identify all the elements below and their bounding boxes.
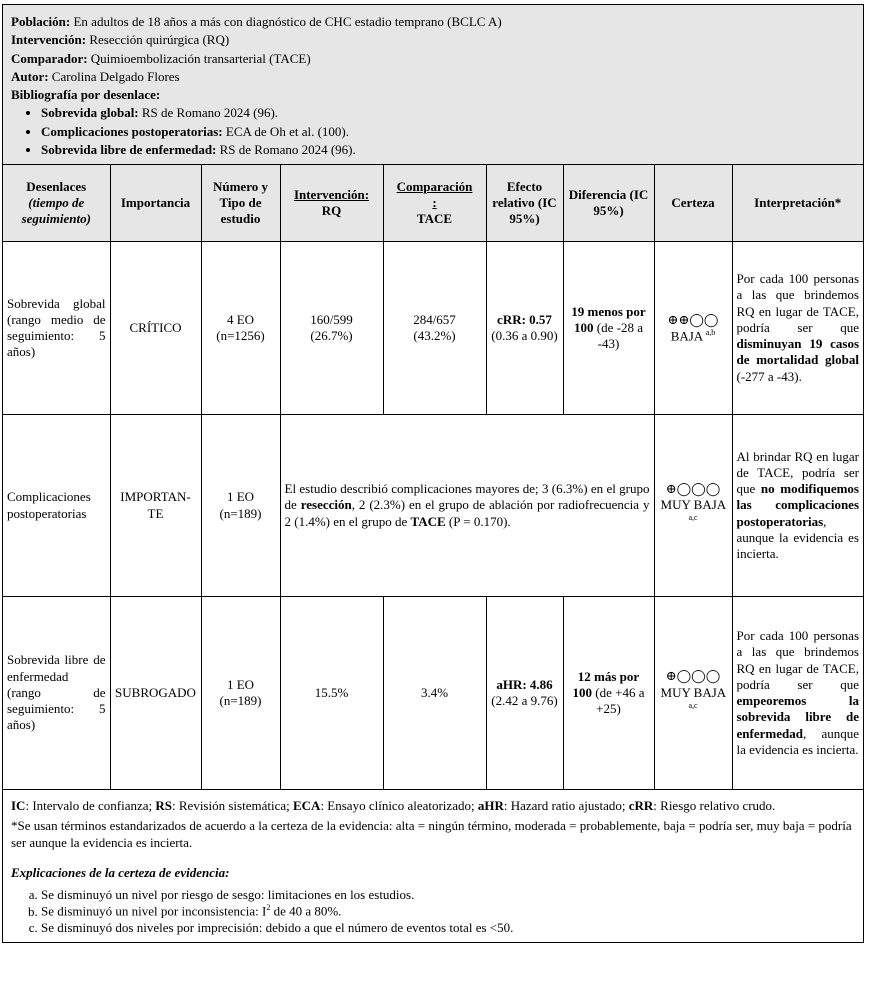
cell-numero <box>201 415 280 597</box>
merged-bold-1: resección <box>300 497 352 513</box>
intervencion-b: (26.7%) <box>310 328 353 343</box>
interp-bold: disminuyan 19 casos de mortalidad global <box>736 336 859 368</box>
certeza-symbols-icon: ⊕◯◯◯ <box>665 668 721 684</box>
poblacion-value: En adultos de 18 años a más con diagnóstico de CHC estadio temprano (BCLC A) <box>73 14 502 29</box>
explanation-item <box>41 903 855 920</box>
numero-a: 1 EO <box>226 489 255 505</box>
cell-efecto <box>486 242 563 415</box>
diferencia-ci: (de -28 a -43) <box>596 319 643 352</box>
cell-intervencion <box>280 242 383 415</box>
bibliografia-label: Bibliografía por desenlace: <box>11 87 161 102</box>
col-comparacion-label: Comparación <box>396 178 473 194</box>
intervencion-a: 160/599 <box>310 311 353 327</box>
col-comparacion-colon: : <box>432 194 437 210</box>
bib-item <box>41 124 855 140</box>
poblacion-line <box>11 14 855 30</box>
cell-diferencia <box>563 242 654 415</box>
interp-post: , aunque la evidencia es incierta. <box>736 513 859 562</box>
bib-item <box>41 142 855 158</box>
col-numero: Número y Tipo de estudio <box>201 165 280 242</box>
interp-post: , aunque la evidencia es incierta. <box>736 725 859 757</box>
col-desenlaces-sub: (tiempo de seguimiento) <box>21 194 91 227</box>
col-importancia: Importancia <box>110 165 201 242</box>
cell-importancia: CRÍTICO <box>110 242 201 415</box>
cell-diferencia <box>563 597 654 790</box>
cell-desenlace: Sobrevida libre de enfermedad (rango de seguimiento: 5 años) <box>3 597 110 790</box>
bib-label: Sobrevida libre de enfermedad: <box>41 141 217 157</box>
certeza-sup: a,c <box>688 700 698 710</box>
explanation-item: a. Se disminuyó un nivel por riesgo de sesgo: limitaciones en los estudios. <box>41 887 855 903</box>
diferencia-value: 19 menos por 100 <box>571 303 646 335</box>
interp-post: (-277 a -43). <box>736 368 802 384</box>
intervencion-label: Intervención: <box>11 32 87 48</box>
cell-interpretacion <box>732 242 863 415</box>
bib-label: Sobrevida global: <box>41 105 139 121</box>
cell-desenlace: Sobrevida global (rango medio de seguimiento: 5 años) <box>3 242 110 415</box>
cell-numero <box>201 597 280 790</box>
expl-b-pre: Se disminuyó un nivel por inconsistencia: I <box>41 903 267 919</box>
pico-header <box>3 5 863 165</box>
bib-label: Complicaciones postoperatorias: <box>41 123 223 139</box>
col-comparacion-sub: TACE <box>416 211 453 227</box>
certeza-symbols-icon: ⊕◯◯◯ <box>665 480 721 496</box>
col-comparacion <box>383 165 486 242</box>
bib-value: RS de Romano 2024 (96). <box>141 105 279 121</box>
efecto-ci: (0.36 a 0.90) <box>491 328 558 343</box>
cell-importancia: IMPORTAN-TE <box>110 415 201 597</box>
abbr-key: aHR <box>477 798 504 813</box>
merged-text-3: (P = 0.170). <box>445 513 511 529</box>
certeza-sup: a,b <box>705 327 716 337</box>
bibliografia-list <box>11 105 855 158</box>
col-intervencion-sub: RQ <box>321 203 342 218</box>
cell-merged-description <box>280 415 654 597</box>
comparacion-b: (43.2%) <box>413 328 456 343</box>
bib-item <box>41 105 855 121</box>
col-diferencia: Diferencia (IC 95%) <box>563 165 654 242</box>
abbr-key: cRR <box>628 798 654 813</box>
abbr-value: : Intervalo de confianza; <box>25 798 156 813</box>
cell-certeza <box>654 415 732 597</box>
table-footer <box>3 790 863 942</box>
abbr-value: : Riesgo relativo crudo. <box>653 798 776 813</box>
bib-value: RS de Romano 2024 (96). <box>219 141 356 157</box>
efecto-value: aHR: 4.86 <box>496 676 553 692</box>
cell-certeza <box>654 242 732 415</box>
comparador-line <box>11 51 855 67</box>
autor-line <box>11 69 855 85</box>
abbr-value: : Hazard ratio ajustado; <box>503 798 629 813</box>
numero-b: (n=1256) <box>216 328 265 343</box>
table-row <box>3 242 863 415</box>
table-row <box>3 415 863 597</box>
autor-label: Autor: <box>11 68 49 84</box>
cell-interpretacion <box>732 415 863 597</box>
bib-value: ECA de Oh et al. (100). <box>225 123 349 139</box>
col-desenlaces-label: Desenlaces <box>26 178 87 194</box>
abbr-value: : Revisión sistemática; <box>172 798 293 813</box>
numero-b: (n=189) <box>219 505 262 521</box>
abbr-key: ECA <box>292 798 321 813</box>
evidence-profile-table <box>2 4 864 943</box>
certeza-text: MUY BAJA <box>660 684 726 700</box>
autor-value: Carolina Delgado Flores <box>51 68 180 84</box>
efecto-value: cRR: 0.57 <box>497 311 552 327</box>
intervencion-line <box>11 32 855 48</box>
col-intervencion-label: Intervención: <box>293 186 370 202</box>
expl-b-post: de 40 a 80%. <box>270 903 342 919</box>
diferencia-ci: (de +46 a +25) <box>595 684 645 717</box>
certeza-text: BAJA <box>670 328 703 344</box>
abbr-value: : Ensayo clínico aleatorizado; <box>320 798 478 813</box>
comparador-label: Comparador: <box>11 50 88 66</box>
merged-text-2: , 2 (2.3%) en el grupo de ablación por radiofrecuencia y 2 (1.4%) en el grupo de <box>284 497 650 529</box>
col-interpretacion: Interpretación* <box>732 165 863 242</box>
efecto-ci: (2.42 a 9.76) <box>491 693 558 708</box>
cell-desenlace: Complicaciones postoperatorias <box>3 415 110 597</box>
certeza-sup: a,c <box>688 513 698 523</box>
interp-bold: no modifiquemos las complicaciones postoperatorias <box>736 481 859 529</box>
cell-intervencion: 15.5% <box>280 597 383 790</box>
cell-interpretacion <box>732 597 863 790</box>
diferencia-value: 12 más por 100 <box>572 668 640 700</box>
cell-numero <box>201 242 280 415</box>
cell-comparacion: 3.4% <box>383 597 486 790</box>
abbr-key: IC <box>11 798 26 813</box>
interp-pre: Al brindar RQ en lugar de TACE, podría ser que <box>736 448 859 497</box>
explanation-item: c. Se disminuyó dos niveles por imprecisión: debido a que el número de eventos total es <50. <box>41 920 855 936</box>
col-desenlaces <box>3 165 110 242</box>
explanations-list <box>11 887 855 936</box>
merged-bold-2: TACE <box>410 513 446 529</box>
table-row <box>3 597 863 790</box>
numero-b: (n=189) <box>219 693 262 708</box>
terms-note: *Se usan términos estandarizados de acuerdo a la certeza de la evidencia: alta = ningún término, moderada = probablemente, baja = podría ser, muy baja = podría ser aunque la evidencia es incierta. <box>11 818 852 850</box>
abbreviations <box>11 798 855 814</box>
abbr-key: RS <box>155 798 173 813</box>
certeza-text: MUY BAJA <box>660 497 726 513</box>
comparacion-a: 284/657 <box>413 311 456 327</box>
cell-importancia: SUBROGADO <box>110 597 201 790</box>
col-certeza: Certeza <box>654 165 732 242</box>
merged-text-1: El estudio describió complicaciones mayores de; 3 (6.3%) en el grupo de <box>284 481 650 513</box>
intervencion-value: Resección quirúrgica (RQ) <box>89 32 230 48</box>
explanations-title <box>11 865 855 881</box>
numero-a: 1 EO <box>226 676 255 692</box>
certeza-symbols-icon: ⊕⊕◯◯ <box>667 311 719 327</box>
interp-pre: Por cada 100 personas a las que brindemos RQ en lugar de TACE, podría ser que <box>736 271 859 335</box>
col-intervencion <box>280 165 383 242</box>
cell-efecto <box>486 597 563 790</box>
table-header-row <box>3 165 863 242</box>
numero-a: 4 EO <box>226 311 255 327</box>
interp-pre: Por cada 100 personas a las que brindemos RQ en lugar de TACE, podría ser que <box>736 628 859 692</box>
results-table <box>3 165 863 790</box>
cell-comparacion <box>383 242 486 415</box>
interp-bold: empeoremos la sobrevida libre de enfermedad <box>736 693 859 741</box>
bibliografia-line <box>11 87 855 103</box>
expl-b-sup: 2 <box>266 903 271 913</box>
comparador-value: Quimioembolización transarterial (TACE) <box>90 50 311 66</box>
col-efecto: Efecto relativo (IC 95%) <box>486 165 563 242</box>
poblacion-label: Población: <box>11 14 71 29</box>
cell-certeza <box>654 597 732 790</box>
explanations-title-text: Explicaciones de la certeza de evidencia: <box>11 864 230 880</box>
